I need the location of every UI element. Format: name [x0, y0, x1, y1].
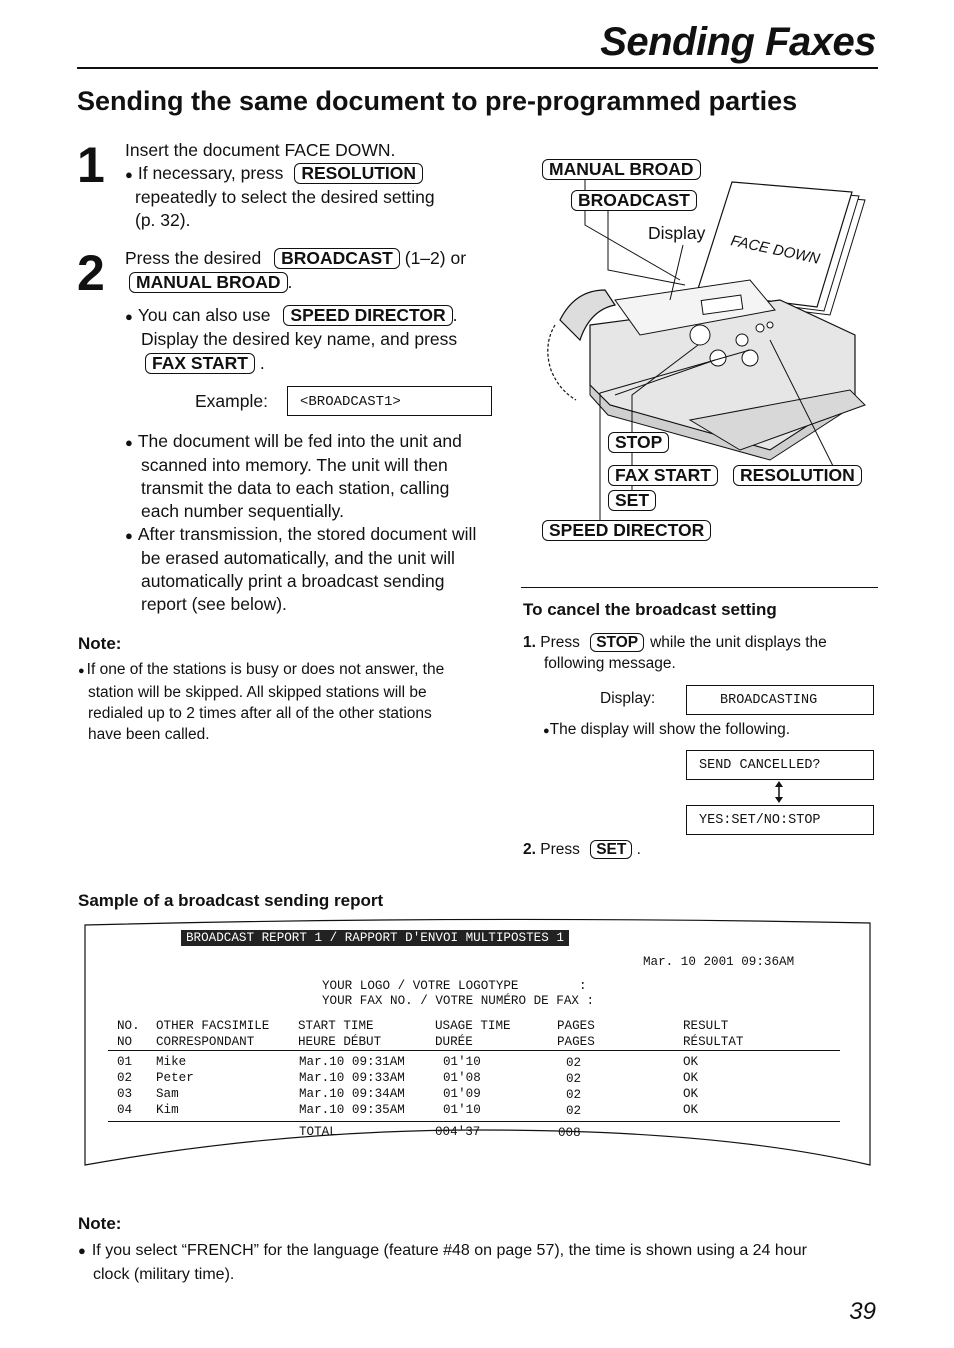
note-1-body — [78, 659, 498, 745]
fig-display-label: Display — [648, 223, 706, 243]
fig-broadcast-key: BROADCAST — [571, 190, 697, 211]
b1-end2: . — [259, 353, 265, 373]
col-no: NO. NO — [117, 1019, 140, 1049]
note-2-body — [78, 1239, 878, 1287]
b1-line2: Display the desired key name, and press — [141, 329, 458, 349]
fax-start-key: FAX START — [145, 353, 255, 374]
step-2-end: . — [287, 272, 293, 292]
b3-line: be erased automatically, and the unit will — [141, 548, 455, 568]
step-2-number: 2 — [77, 245, 105, 301]
b3-line: After transmission, the stored document will — [137, 524, 477, 544]
broadcast-key: BROADCAST — [274, 248, 400, 269]
col-pages: PAGES PAGES — [557, 1019, 595, 1049]
step-2-line1 — [125, 247, 515, 270]
fax-machine-illustration — [548, 182, 865, 460]
step-2-text — [125, 247, 515, 294]
step-2-pre: Press the desired — [125, 248, 262, 268]
bullet-icon: ● — [125, 167, 133, 182]
bullet-icon: ● — [125, 528, 133, 543]
resolution-key: RESOLUTION — [294, 163, 423, 184]
report-col-start-values: Mar.10 09:31AM Mar.10 09:33AM Mar.10 09:34AM Mar.10 09:35AM — [299, 1055, 405, 1117]
fig-set-key: SET — [608, 490, 656, 511]
report-faxno: YOUR FAX NO. / VOTRE NUMÉRO DE FAX : — [322, 994, 595, 1008]
report-col-no-values: 01 02 03 04 — [117, 1055, 133, 1117]
b1-pre: You can also use — [137, 305, 271, 325]
col-usage-time: USAGE TIME DURÉE — [435, 1019, 511, 1049]
report-rule-bottom — [108, 1121, 840, 1122]
report-col-name-values: Mike Peter Sam Kim — [156, 1055, 194, 1117]
note-1-heading: Note: — [78, 634, 122, 653]
report-total-usage: 004'37 — [435, 1125, 481, 1139]
note-2-heading: Note: — [78, 1214, 122, 1233]
note-1-line: station will be skipped. All skipped stations will be — [88, 684, 427, 701]
report-title: BROADCAST REPORT 1 / RAPPORT D'ENVOI MULTIPOSTES 1 — [181, 930, 569, 946]
report-col-pages-values: 02 02 02 02 — [566, 1056, 582, 1118]
page-number: 39 — [849, 1298, 876, 1325]
report-rule-top — [108, 1050, 840, 1051]
bullet-icon: ● — [125, 435, 133, 450]
leader-broadcast — [608, 208, 685, 285]
b2-line: scanned into memory. The unit will then — [141, 455, 448, 475]
display-broadcasting: BROADCASTING — [686, 685, 874, 715]
step-1-text — [125, 139, 505, 232]
b3-line: report (see below). — [141, 594, 287, 614]
report-logo: YOUR LOGO / VOTRE LOGOTYPE : — [322, 979, 587, 993]
step-1-line3: repeatedly to select the desired setting — [135, 187, 435, 207]
step-1-bullet — [125, 162, 505, 186]
b2-line: each number sequentially. — [141, 501, 344, 521]
report-col-usage-values: 01'10 01'08 01'09 01'10 — [443, 1055, 481, 1117]
report-date: Mar. 10 2001 09:36AM — [643, 955, 795, 969]
cancel-s1-line2: following message. — [544, 655, 676, 672]
cancel-step-1-num: 1. — [523, 634, 536, 651]
bullet-icon: ● — [78, 665, 85, 677]
b2-line: The document will be fed into the unit and — [137, 431, 462, 451]
display-send-cancelled: SEND CANCELLED? — [686, 750, 874, 780]
col-result: RESULT RÉSULTAT — [683, 1019, 744, 1049]
cancel-rule — [521, 587, 878, 588]
example-display: <BROADCAST1> — [287, 386, 492, 416]
report-col-result-values: OK OK OK OK — [683, 1055, 699, 1117]
example-label: Example: — [195, 391, 268, 411]
manual-broad-key: MANUAL BROAD — [129, 272, 288, 293]
face-down-label: FACE DOWN — [729, 232, 822, 268]
col-correspondant: OTHER FACSIMILE CORRESPONDANT — [156, 1019, 270, 1049]
cancel-display-label: Display: — [600, 690, 656, 707]
cancel-step-2 — [523, 839, 641, 860]
step-2-mid: (1–2) or — [404, 248, 467, 268]
speed-director-key: SPEED DIRECTOR — [283, 305, 452, 326]
report-heading: Sample of a broadcast sending report — [78, 891, 384, 910]
step-2-bullet-1 — [125, 304, 505, 375]
report-total-pages: 008 — [558, 1126, 581, 1140]
section-title: Sending Faxes — [600, 20, 876, 64]
bullet-icon: ● — [125, 309, 133, 324]
cancel-set-key: SET — [590, 840, 632, 859]
bullet-icon: ● — [543, 725, 550, 737]
step-2-line2 — [125, 271, 515, 294]
fig-stop-key: STOP — [608, 432, 669, 453]
cancel-s1-pre: Press — [540, 634, 580, 651]
b2-line: transmit the data to each station, calling — [141, 478, 450, 498]
note-2-line: If you select “FRENCH” for the language (feature #48 on page 57), the time is shown using a 24 hour — [91, 1242, 807, 1259]
note-1-line: If one of the stations is busy or does not answer, the — [86, 661, 445, 678]
display-yes-no: YES:SET/NO:STOP — [686, 805, 874, 835]
fig-speed-director-key: SPEED DIRECTOR — [542, 520, 711, 541]
cancel-bullet — [543, 719, 790, 742]
up-down-arrow-icon — [772, 781, 786, 803]
step-1-number: 1 — [77, 137, 105, 193]
fig-manual-broad-key: MANUAL BROAD — [542, 159, 701, 180]
step-1-line4: (p. 32). — [135, 210, 191, 230]
cancel-step-1 — [523, 632, 878, 674]
note-1-line: redialed up to 2 times after all of the other stations — [88, 705, 432, 722]
cancel-step-2-num: 2. — [523, 841, 536, 858]
col-start-time: START TIME HEURE DÉBUT — [298, 1019, 382, 1049]
step-1-line1: Insert the document FACE DOWN. — [125, 140, 396, 160]
note-1-line: have been called. — [88, 726, 210, 743]
header-rule — [77, 67, 878, 69]
page-title: Sending the same document to pre-programmed parties — [77, 86, 798, 116]
report-total-label: TOTAL — [299, 1125, 337, 1139]
fig-resolution-key: RESOLUTION — [733, 465, 862, 486]
step-1-bullet-text: If necessary, press — [137, 163, 284, 183]
cancel-s2-pre: Press — [540, 841, 580, 858]
step-2-bullet-2 — [125, 430, 515, 616]
cancel-bullet-text: The display will show the following. — [549, 721, 791, 738]
bullet-icon: ● — [78, 1243, 86, 1258]
note-2-line: clock (military time). — [93, 1266, 235, 1283]
cancel-stop-key: STOP — [590, 633, 644, 652]
cancel-s1-post: while the unit displays the — [650, 634, 827, 651]
cancel-heading: To cancel the broadcast setting — [523, 600, 777, 619]
fig-fax-start-key: FAX START — [608, 465, 718, 486]
b1-end: . — [452, 305, 458, 325]
b3-line: automatically print a broadcast sending — [141, 571, 445, 591]
cancel-s2-end: . — [636, 841, 641, 858]
